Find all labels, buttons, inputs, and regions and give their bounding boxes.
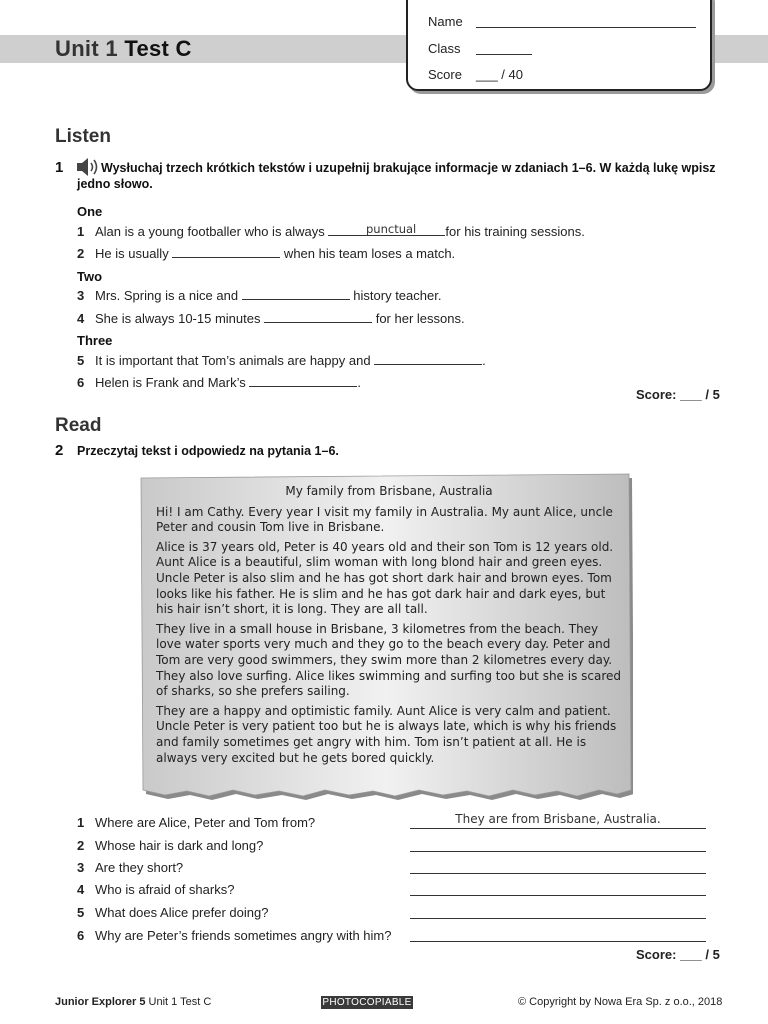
answer-line-2[interactable] — [410, 851, 706, 852]
name-label: Name — [428, 14, 463, 29]
reading-title: My family from Brisbane, Australia — [285, 484, 493, 498]
answer-line-6[interactable] — [410, 941, 706, 942]
handwritten-answer-q1: They are from Brisbane, Australia. — [455, 812, 661, 826]
item-text-after: . — [357, 375, 361, 390]
exercise-1-number: 1 — [55, 159, 64, 176]
answer-blank-3[interactable] — [242, 288, 350, 300]
item-number: 4 — [77, 311, 85, 326]
answer-blank-4[interactable] — [264, 311, 372, 323]
test-label: Test C — [124, 36, 192, 61]
reading-text — [156, 484, 622, 770]
reading-paragraph-3: They live in a small house in Brisbane, 3 kilometres from the beach. They love water sports very much and they go to the beach every day. Peter and Tom are very good swimmers, they swim more than 2 kilometres every day. They also love surfing. Alice likes swimming and surfing too but she is scared of sharks, so she prefers sailing. — [156, 621, 622, 699]
question-text: Who is afraid of sharks? — [95, 882, 235, 897]
question-number: 2 — [77, 838, 85, 853]
item-text-after: history teacher. — [349, 288, 442, 303]
score-label: Score — [428, 67, 462, 82]
question-text: Are they short? — [95, 860, 184, 875]
answer-blank-5[interactable] — [374, 353, 482, 365]
item-text-before: He is usually — [95, 246, 173, 261]
reading-paragraph-2: Alice is 37 years old, Peter is 40 years old and their son Tom is 12 years old. Aunt Alice is a beautiful, slim woman with long blond hair and green eyes. Uncle Peter is also slim and he has got short dark hair and brown eyes. Tom looks like his father. He is slim and he has got dark hair and dark eyes, but his hair isn’t short, it is long. They are all tall. — [156, 539, 614, 617]
question-5 — [77, 905, 268, 920]
answer-line-3[interactable] — [410, 873, 706, 874]
answer-blank-2[interactable] — [172, 246, 280, 258]
item-text-before: Mrs. Spring is a nice and — [95, 288, 242, 303]
answer-line-1[interactable] — [410, 828, 706, 829]
item-text-before: She is always 10-15 minutes — [95, 311, 265, 326]
unit-label: Unit 1 — [55, 36, 118, 61]
listen-item-2 — [77, 246, 455, 261]
read-score: Score: ___ / 5 — [636, 947, 720, 962]
listen-item-4 — [77, 311, 465, 326]
reading-paragraph-4: They are a happy and optimistic family. Aunt Alice is very calm and patient. Uncle Peter is very patient too but he is always late, which is why his friends and family sometimes get angry with him. Tom isn’t patient at all. He is always very excited but he gets bored quickly. — [156, 703, 617, 765]
listen-item-1 — [77, 224, 585, 239]
item-number: 5 — [77, 353, 85, 368]
item-number: 6 — [77, 375, 85, 390]
question-number: 3 — [77, 860, 85, 875]
listen-item-3 — [77, 288, 441, 303]
footer-unit-test: Unit 1 Test C — [148, 996, 212, 1008]
group-three-label: Three — [77, 333, 113, 348]
score-value: ___ / 40 — [476, 67, 523, 82]
exercise-1-instruction: Wysłuchaj trzech krótkich tekstów i uzupełnij brakujące informacje w zdaniach 1–6. W każdą lukę wpisz jedno słowo. — [77, 161, 716, 191]
listen-score: Score: ___ / 5 — [636, 387, 720, 402]
question-text: Why are Peter’s friends sometimes angry with him? — [95, 928, 392, 943]
item-text-before: Alan is a young footballer who is always — [95, 224, 329, 239]
question-number: 6 — [77, 928, 85, 943]
listen-item-6 — [77, 375, 361, 390]
footer-book-title: Junior Explorer 5 — [55, 996, 146, 1008]
group-two-label: Two — [77, 269, 103, 284]
item-text-after: . — [482, 353, 486, 368]
question-number: 1 — [77, 815, 85, 830]
class-label: Class — [428, 41, 461, 56]
read-heading: Read — [55, 415, 102, 436]
question-6 — [77, 928, 391, 943]
item-number: 1 — [77, 224, 85, 239]
question-text: What does Alice prefer doing? — [95, 905, 269, 920]
question-2 — [77, 838, 263, 853]
item-number: 2 — [77, 246, 85, 261]
answer-line-4[interactable] — [410, 895, 706, 896]
item-text-after: when his team loses a match. — [280, 246, 456, 261]
question-number: 4 — [77, 882, 85, 897]
reading-paragraph-1: Hi! I am Cathy. Every year I visit my family in Australia. My aunt Alice, uncle Peter and cousin Tom live in Brisbane. — [156, 504, 613, 535]
question-1 — [77, 815, 315, 830]
student-info-box — [406, 0, 712, 91]
question-3 — [77, 860, 183, 875]
listen-item-5 — [77, 353, 486, 368]
footer-book — [55, 996, 211, 1008]
question-4 — [77, 882, 234, 897]
item-text-after: for his training sessions. — [445, 224, 585, 239]
class-field[interactable] — [476, 54, 532, 55]
answer-line-5[interactable] — [410, 918, 706, 919]
exercise-2-number: 2 — [55, 442, 64, 459]
question-text: Where are Alice, Peter and Tom from? — [95, 815, 316, 830]
question-number: 5 — [77, 905, 85, 920]
question-text: Whose hair is dark and long? — [95, 838, 264, 853]
group-one-label: One — [77, 204, 103, 219]
footer-copyright: © Copyright by Nowa Era Sp. z o.o., 2018 — [518, 996, 723, 1008]
listen-heading: Listen — [55, 126, 111, 147]
item-number: 3 — [77, 288, 85, 303]
page-title — [55, 36, 192, 62]
answer-blank-6[interactable] — [249, 375, 357, 387]
photocopiable-badge: PHOTOCOPIABLE — [322, 997, 412, 1008]
name-field[interactable] — [476, 27, 696, 28]
item-text-before: It is important that Tom’s animals are happy and — [95, 353, 375, 368]
handwritten-answer-1: punctual — [366, 222, 417, 236]
exercise-2-instruction: Przeczytaj tekst i odpowiedz na pytania 1–6. — [77, 444, 339, 458]
item-text-after: for her lessons. — [372, 311, 465, 326]
item-text-before: Helen is Frank and Mark’s — [95, 375, 250, 390]
